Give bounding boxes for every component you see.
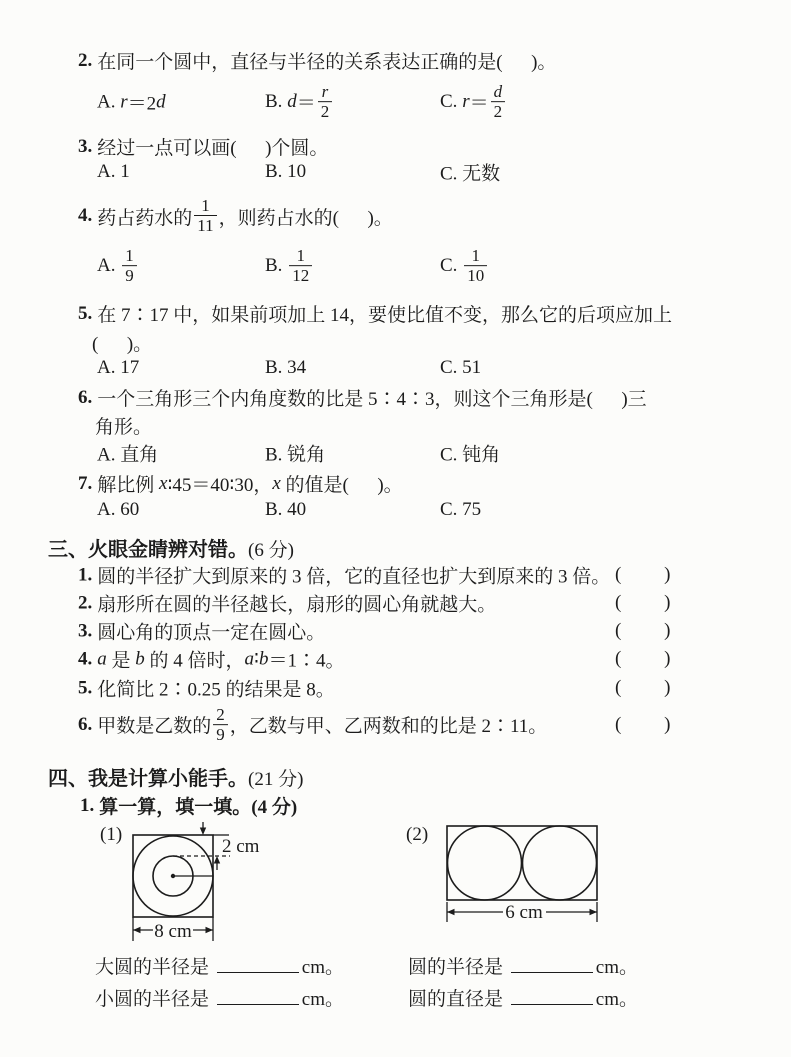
item-number: 1. — [78, 564, 93, 585]
math-var: d — [287, 91, 297, 112]
tf-text — [78, 590, 496, 617]
answer-paren: ( ) — [615, 714, 671, 735]
answer-paren: ( ) — [615, 648, 671, 669]
fill-label: 小圆的半径是 — [95, 989, 214, 1010]
tf-item-3 — [0, 618, 791, 644]
answer-paren: ( ) — [615, 592, 671, 613]
tf-text — [78, 706, 547, 744]
math-var: x — [272, 472, 281, 494]
math-var: b — [258, 648, 269, 669]
item-number: 5. — [78, 677, 93, 698]
question-number: 4. — [78, 205, 93, 226]
option-b — [265, 247, 314, 285]
option-a: A. 1 — [97, 161, 130, 182]
answer-paren: ( ) — [615, 620, 671, 641]
fill-in-circle-diameter — [408, 984, 638, 1011]
question-7 — [78, 470, 403, 497]
up-arrowhead — [214, 856, 220, 864]
section-3-heading — [48, 533, 294, 562]
option-label: B. — [265, 91, 288, 112]
dim-label-8cm: 8 cm — [154, 921, 192, 942]
tf-text — [78, 618, 325, 645]
fill-in-big-circle-radius — [95, 952, 344, 979]
question-2 — [78, 47, 556, 74]
numerator: 1 — [296, 246, 305, 266]
option-c: C. 75 — [440, 499, 482, 520]
question-text: 解比例 — [97, 475, 160, 496]
question-number: 6. — [78, 386, 93, 408]
unit-label: cm。 — [595, 989, 638, 1010]
item-number: 4. — [78, 648, 93, 669]
question-6-line2 — [95, 412, 152, 439]
numerator: d — [493, 82, 503, 102]
left-circle — [448, 826, 522, 900]
answer-blank — [217, 957, 299, 973]
math-var: r — [120, 91, 128, 112]
math-op: ＝ — [469, 93, 489, 115]
fraction — [464, 247, 487, 285]
denominator: 10 — [464, 265, 487, 285]
item-number: 2. — [78, 592, 93, 613]
fraction — [194, 197, 216, 235]
item-number: 6. — [78, 714, 93, 735]
question-text: ∶45＝40∶30， — [167, 475, 273, 496]
option-label: A. — [97, 91, 121, 112]
numerator: 1 — [471, 246, 480, 266]
tf-item-4 — [0, 646, 791, 672]
question-number: 2. — [78, 49, 93, 71]
answer-blank — [511, 989, 593, 1005]
numerator: 2 — [216, 705, 225, 725]
question-5-options — [0, 355, 791, 381]
fill-in-small-circle-radius — [95, 984, 344, 1011]
question-number: 7. — [78, 472, 93, 494]
option-c: C. 钝角 — [440, 444, 501, 466]
left-arrowhead — [447, 909, 455, 915]
question-6-options — [0, 440, 791, 466]
item-number: 1. — [80, 794, 95, 816]
option-c: C. 51 — [440, 357, 482, 378]
numerator: 1 — [201, 196, 210, 216]
statement: ＝1∶4。 — [268, 650, 345, 672]
tf-text — [78, 675, 335, 702]
answer-blank — [217, 989, 299, 1005]
statement: ，乙数与甲、乙两数和的比是 2∶11。 — [229, 716, 548, 738]
option-b — [265, 83, 334, 121]
answer-blank — [511, 957, 593, 973]
unit-label: cm。 — [301, 957, 344, 978]
denominator: 12 — [289, 265, 312, 285]
question-text: 在 7∶17 中，如果前项加上 14，要使比值不变，那么它的后项应加上 — [97, 305, 673, 326]
right-arrowhead — [590, 909, 598, 915]
subquestion-score: (4 分) — [251, 797, 298, 818]
option-a — [97, 89, 166, 116]
tf-item-1 — [0, 562, 791, 588]
figure-label: (1) — [100, 824, 123, 845]
tf-item-5 — [0, 675, 791, 701]
option-b: B. 10 — [265, 161, 307, 182]
section-4-heading — [48, 762, 303, 791]
question-5-line2 — [92, 329, 152, 356]
option-label: C. — [440, 255, 463, 276]
fraction — [491, 83, 506, 121]
tf-text — [78, 646, 345, 673]
option-a: A. 直角 — [97, 444, 159, 466]
fill-label: 圆的半径是 — [408, 957, 508, 978]
figure-2-two-circles — [400, 814, 610, 929]
statement: 化简比 2∶0.25 的结果是 8。 — [97, 679, 335, 701]
figure-1-concentric-circles — [95, 814, 265, 948]
statement: 圆的半径扩大到原来的 3 倍，它的直径也扩大到原来的 3 倍。 — [97, 566, 611, 588]
question-text: 的值是( )。 — [280, 475, 403, 496]
option-a — [97, 247, 139, 285]
section-score: (21 分) — [248, 769, 304, 790]
question-3 — [78, 133, 328, 160]
dim-label-6cm: 6 cm — [505, 902, 543, 923]
denominator: 2 — [318, 101, 333, 121]
question-number: 3. — [78, 135, 93, 157]
figure-label: (2) — [406, 824, 429, 845]
subquestion-text: 算一算，填一填。 — [99, 797, 252, 818]
left-arrowhead — [133, 927, 141, 933]
fraction — [213, 706, 228, 744]
fill-label: 大圆的半径是 — [95, 957, 214, 978]
math-var: x — [159, 472, 168, 494]
statement: 的 4 倍时， — [144, 650, 245, 672]
fraction — [289, 247, 312, 285]
question-6 — [78, 384, 647, 411]
question-7-options — [0, 497, 791, 523]
math-var: b — [135, 648, 145, 669]
option-label: B. — [265, 255, 288, 276]
right-arrowhead — [206, 927, 214, 933]
option-c: C. 无数 — [440, 163, 501, 185]
option-b: B. 锐角 — [265, 444, 326, 466]
answer-paren: ( ) — [615, 564, 671, 585]
question-5 — [78, 300, 672, 327]
numerator: 1 — [125, 246, 134, 266]
option-a: A. 60 — [97, 499, 140, 520]
unit-label: cm。 — [301, 989, 344, 1010]
denominator: 9 — [213, 724, 228, 744]
section-score: (6 分) — [248, 540, 294, 561]
math-var: d — [156, 91, 166, 112]
math-op: ＝2 — [127, 93, 157, 115]
section-title: 四、我是计算小能手。 — [48, 768, 248, 790]
section-title: 三、火眼金睛辨对错。 — [48, 539, 248, 561]
question-2-options — [0, 82, 791, 122]
question-text: 药占药水的 — [97, 207, 193, 229]
question-text: 角形。 — [95, 417, 153, 438]
tf-text — [78, 562, 610, 589]
denominator: 9 — [122, 265, 137, 285]
fill-label: 圆的直径是 — [408, 989, 508, 1010]
statement: 甲数是乙数的 — [97, 716, 212, 738]
right-circle — [523, 826, 597, 900]
option-label: A. — [97, 255, 121, 276]
option-a: A. 17 — [97, 357, 140, 378]
statement: 是 — [106, 650, 136, 672]
question-3-options — [0, 159, 791, 185]
fraction — [122, 247, 137, 285]
question-4-options — [0, 243, 791, 289]
fill-in-circle-radius — [408, 952, 638, 979]
tf-item-6 — [0, 702, 791, 748]
option-label: C. — [440, 91, 463, 112]
statement: 圆心角的顶点一定在圆心。 — [97, 622, 326, 644]
denominator: 2 — [491, 101, 506, 121]
question-text: ( )。 — [92, 334, 153, 355]
math-var: r — [462, 91, 470, 112]
option-c — [440, 83, 507, 121]
option-b: B. 40 — [265, 499, 307, 520]
item-number: 3. — [78, 620, 93, 641]
question-text: ，则药占水的( )。 — [218, 207, 393, 229]
dim-label-2cm: 2 cm — [222, 836, 260, 857]
statement: 扇形所在圆的半径越长，扇形的圆心角就越大。 — [97, 594, 497, 616]
numerator: r — [321, 82, 329, 102]
option-b: B. 34 — [265, 357, 307, 378]
question-4 — [78, 193, 393, 239]
option-c — [440, 247, 489, 285]
answer-paren: ( ) — [615, 677, 671, 698]
unit-label: cm。 — [595, 957, 638, 978]
math-op: ＝ — [296, 93, 316, 115]
question-number: 5. — [78, 302, 93, 324]
denominator: 11 — [194, 215, 216, 235]
question-text: 一个三角形三个内角度数的比是 5∶4∶3，则这个三角形是( )三 — [97, 389, 647, 410]
fraction — [318, 83, 333, 121]
tf-item-2 — [0, 590, 791, 616]
question-text: 经过一点可以画( )个圆。 — [97, 138, 329, 159]
math-var: a — [244, 648, 255, 669]
question-text: 在同一个圆中，直径与半径的关系表达正确的是( )。 — [97, 52, 557, 73]
statement: ∶ — [254, 648, 259, 670]
math-var: a — [97, 648, 107, 669]
down-arrowhead — [200, 828, 206, 836]
